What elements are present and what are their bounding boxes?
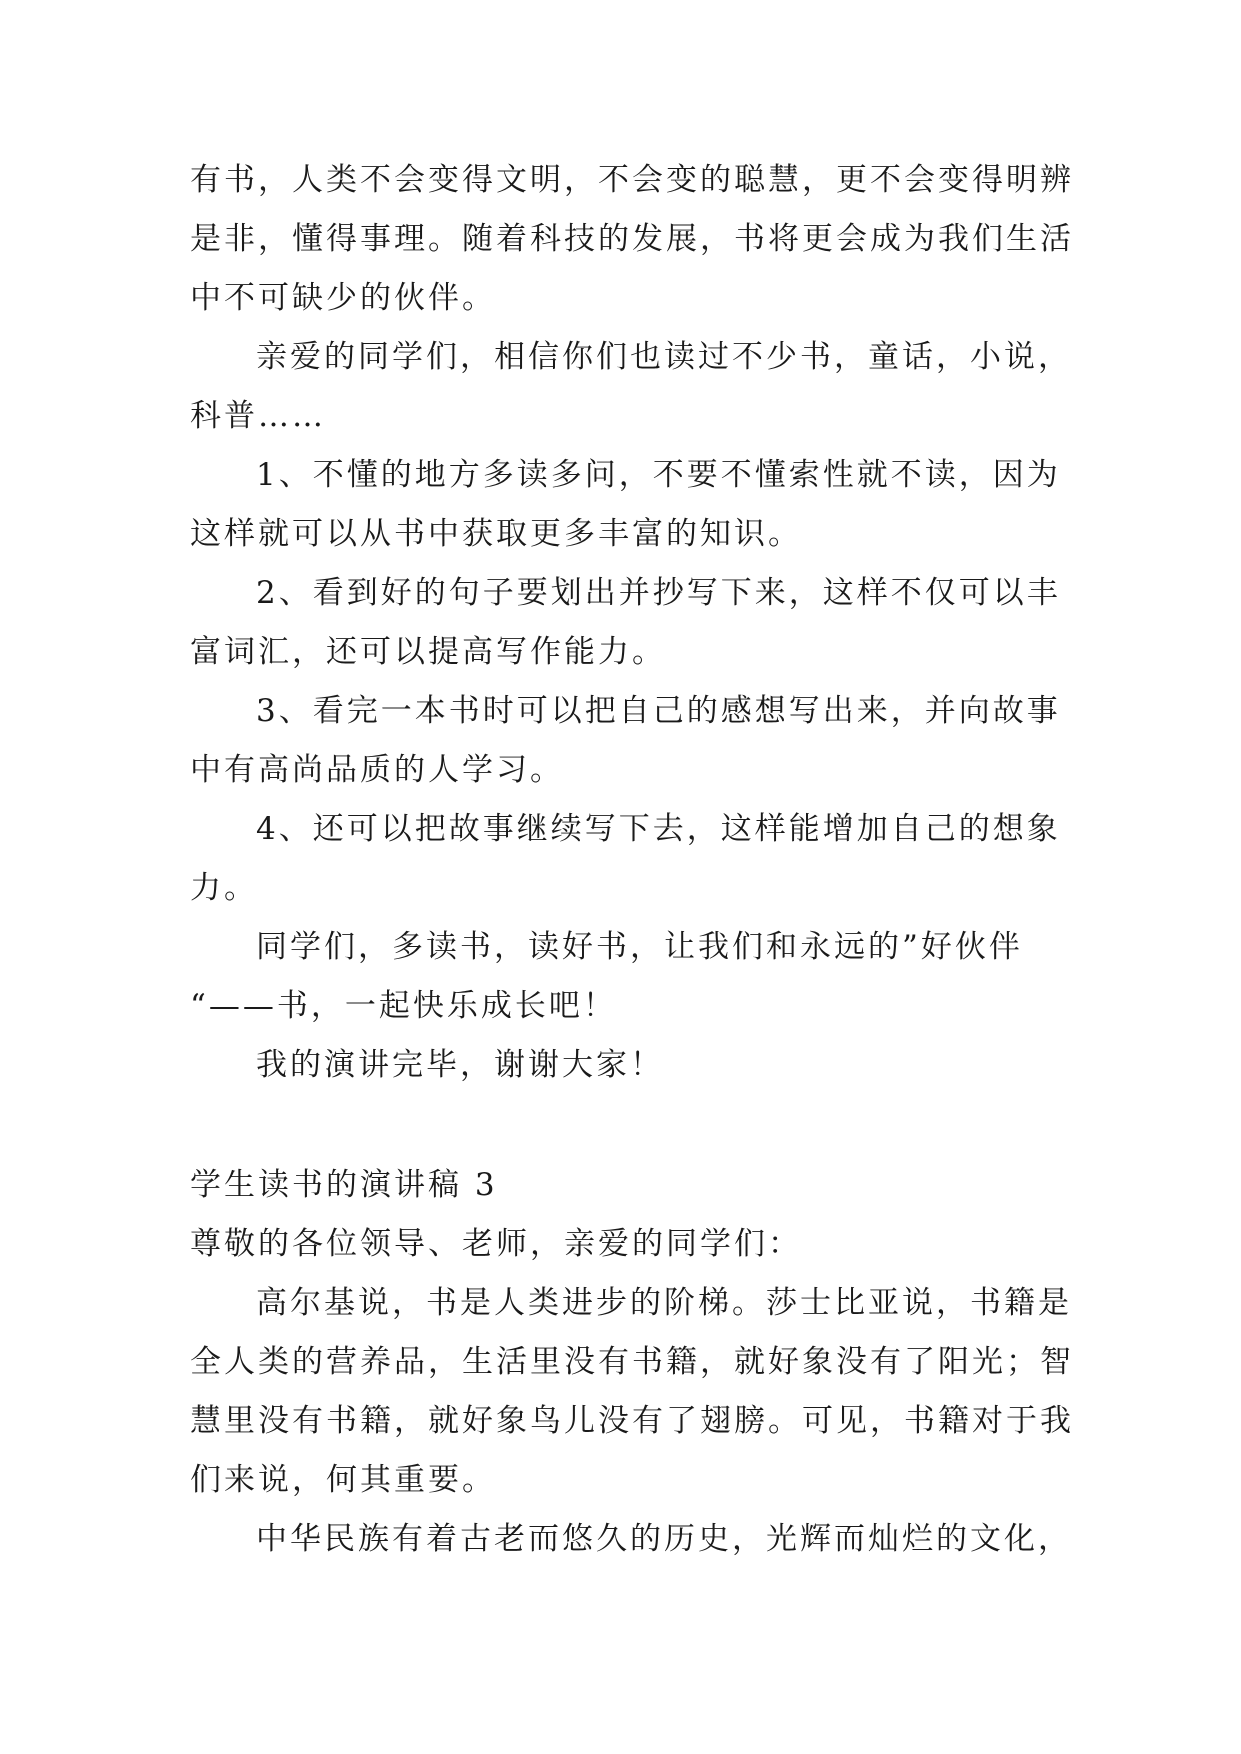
paragraph-line: 慧里没有书籍，就好象鸟儿没有了翅膀。可见，书籍对于我 <box>190 1403 1074 1439</box>
paragraph-line: 们来说，何其重要。 <box>190 1462 496 1498</box>
list-item-line: 富词汇，还可以提高写作能力。 <box>190 634 666 670</box>
paragraph-line: 有书，人类不会变得文明，不会变的聪慧，更不会变得明辨 <box>190 162 1074 198</box>
list-item-line: 中有高尚品质的人学习。 <box>190 752 564 788</box>
list-item-line: 4、还可以把故事继续写下去，这样能增加自己的想象 <box>256 811 1061 847</box>
paragraph-line: 科普…… <box>190 398 326 434</box>
list-item-line: 3、看完一本书时可以把自己的感想写出来，并向故事 <box>256 693 1061 729</box>
paragraph-line: 亲爱的同学们，相信你们也读过不少书，童话，小说， <box>256 339 1072 375</box>
paragraph-line: 全人类的营养品，生活里没有书籍，就好象没有了阳光；智 <box>190 1344 1074 1380</box>
paragraph-line: 中不可缺少的伙伴。 <box>190 280 496 316</box>
paragraph-line: 同学们，多读书，读好书，让我们和永远的”好伙伴 <box>256 929 1023 965</box>
list-item-line: 2、看到好的句子要划出并抄写下来，这样不仅可以丰 <box>256 575 1061 611</box>
paragraph-line: “——书，一起快乐成长吧！ <box>190 988 617 1024</box>
paragraph-line: 我的演讲完毕，谢谢大家！ <box>256 1047 664 1083</box>
list-item-line: 这样就可以从书中获取更多丰富的知识。 <box>190 516 802 552</box>
paragraph-line: 是非，懂得事理。随着科技的发展，书将更会成为我们生活 <box>190 221 1074 257</box>
greeting-line: 尊敬的各位领导、老师，亲爱的同学们： <box>190 1226 802 1262</box>
list-item-line: 力。 <box>190 870 258 906</box>
list-item-line: 1、不懂的地方多读多问，不要不懂索性就不读，因为 <box>256 457 1061 493</box>
paragraph-line: 中华民族有着古老而悠久的历史，光辉而灿烂的文化， <box>256 1521 1072 1557</box>
section-title: 学生读书的演讲稿 3 <box>190 1167 498 1203</box>
paragraph-line: 高尔基说，书是人类进步的阶梯。莎士比亚说，书籍是 <box>256 1285 1072 1321</box>
